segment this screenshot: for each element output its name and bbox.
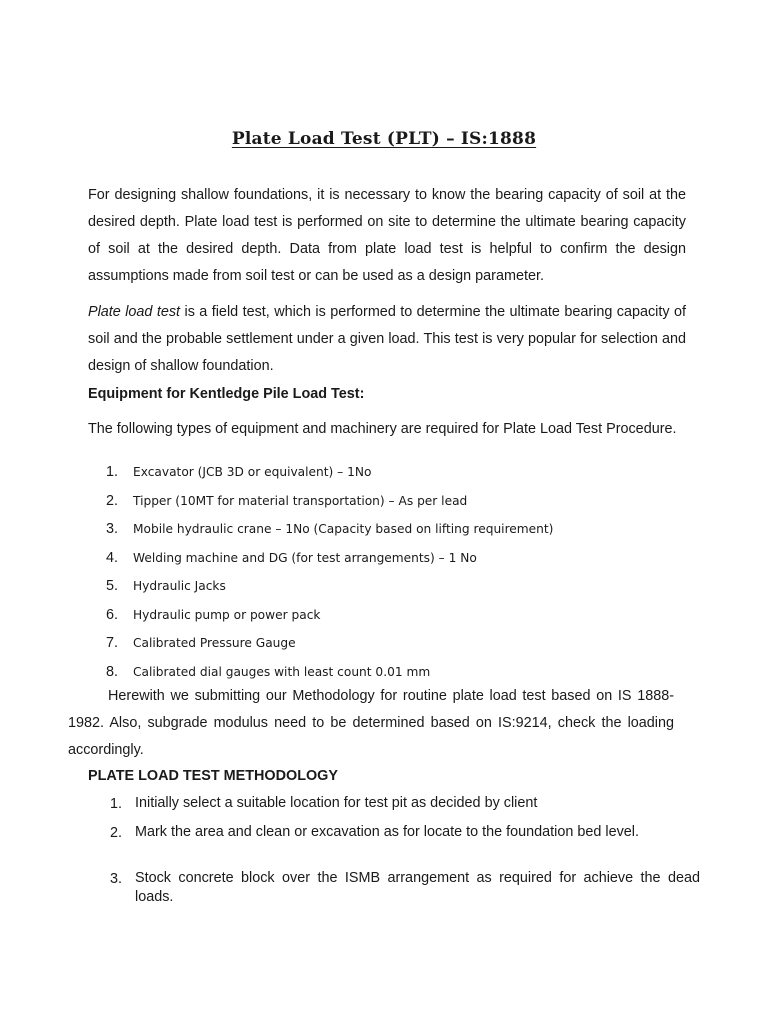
methodology-item-text: Initially select a suitable location for test pit as decided by client — [135, 795, 538, 811]
equipment-list — [106, 458, 553, 686]
definition-term: Plate load test — [88, 304, 181, 320]
definition-paragraph — [88, 299, 686, 380]
methodology-item — [110, 794, 537, 814]
list-number: 1. — [110, 796, 123, 812]
list-number: 1. — [106, 464, 119, 481]
equipment-item — [106, 544, 553, 573]
equipment-item-text: Mobile hydraulic crane – 1No (Capacity based on lifting requirement) — [133, 522, 554, 537]
equipment-item-text: Calibrated Pressure Gauge — [133, 636, 296, 651]
methodology-item — [110, 869, 700, 907]
methodology-item-text: Stock concrete block over the ISMB arrangement as required for achieve the dead loads. — [135, 870, 700, 905]
equipment-item-text: Hydraulic pump or power pack — [133, 607, 321, 622]
equipment-item — [106, 572, 553, 601]
list-number: 3. — [106, 521, 119, 538]
equipment-intro: The following types of equipment and machinery are required for Plate Load Test Procedure. — [88, 421, 677, 437]
methodology-item-text: Mark the area and clean or excavation as for locate to the foundation bed level. — [135, 824, 639, 840]
list-number: 5. — [106, 578, 119, 595]
equipment-item — [106, 515, 553, 544]
equipment-item-text: Excavator (JCB 3D or equivalent) – 1No — [133, 465, 372, 480]
equipment-heading: Equipment for Kentledge Pile Load Test: — [88, 386, 365, 402]
list-number: 8. — [106, 663, 119, 680]
list-number: 2. — [106, 492, 119, 509]
equipment-item-text: Hydraulic Jacks — [133, 579, 226, 594]
document-title: Plate Load Test (PLT) – IS:1888 — [231, 129, 537, 149]
equipment-item — [106, 658, 553, 687]
methodology-heading: PLATE LOAD TEST METHODOLOGY — [88, 768, 338, 784]
list-number: 4. — [106, 549, 119, 566]
equipment-item-text: Welding machine and DG (for test arrangements) – 1 No — [133, 550, 477, 565]
list-number: 7. — [106, 635, 119, 652]
list-number: 6. — [106, 606, 119, 623]
intro-paragraph: For designing shallow foundations, it is necessary to know the bearing capacity of soil at the desired depth. Plate load test is performed on site to determine the ultimate bearing capacity of soil at the desired depth. Data from plate load test is helpful to confirm the design assumptions made from soil test or can be used as a design parameter. — [88, 187, 686, 284]
equipment-item — [106, 487, 553, 516]
equipment-item — [106, 458, 553, 487]
methodology-item — [110, 823, 700, 843]
list-number: 3. — [110, 871, 123, 887]
equipment-item-text: Calibrated dial gauges with least count 0.01 mm — [133, 664, 431, 679]
definition-text: is a field test, which is performed to determine the ultimate bearing capacity of soil and the probable settlement under a given load. This test is very popular for selection and design of shallow foundation. — [88, 304, 686, 374]
methodology-intro-paragraph: Herewith we submitting our Methodology for routine plate load test based on IS 1888-1982. Also, subgrade modulus need to be determined based on IS:9214, check the loading accordingly. — [68, 688, 674, 758]
equipment-item — [106, 629, 553, 658]
equipment-item-text: Tipper (10MT for material transportation) – As per lead — [133, 493, 468, 508]
list-number: 2. — [110, 825, 123, 841]
equipment-item — [106, 601, 553, 630]
